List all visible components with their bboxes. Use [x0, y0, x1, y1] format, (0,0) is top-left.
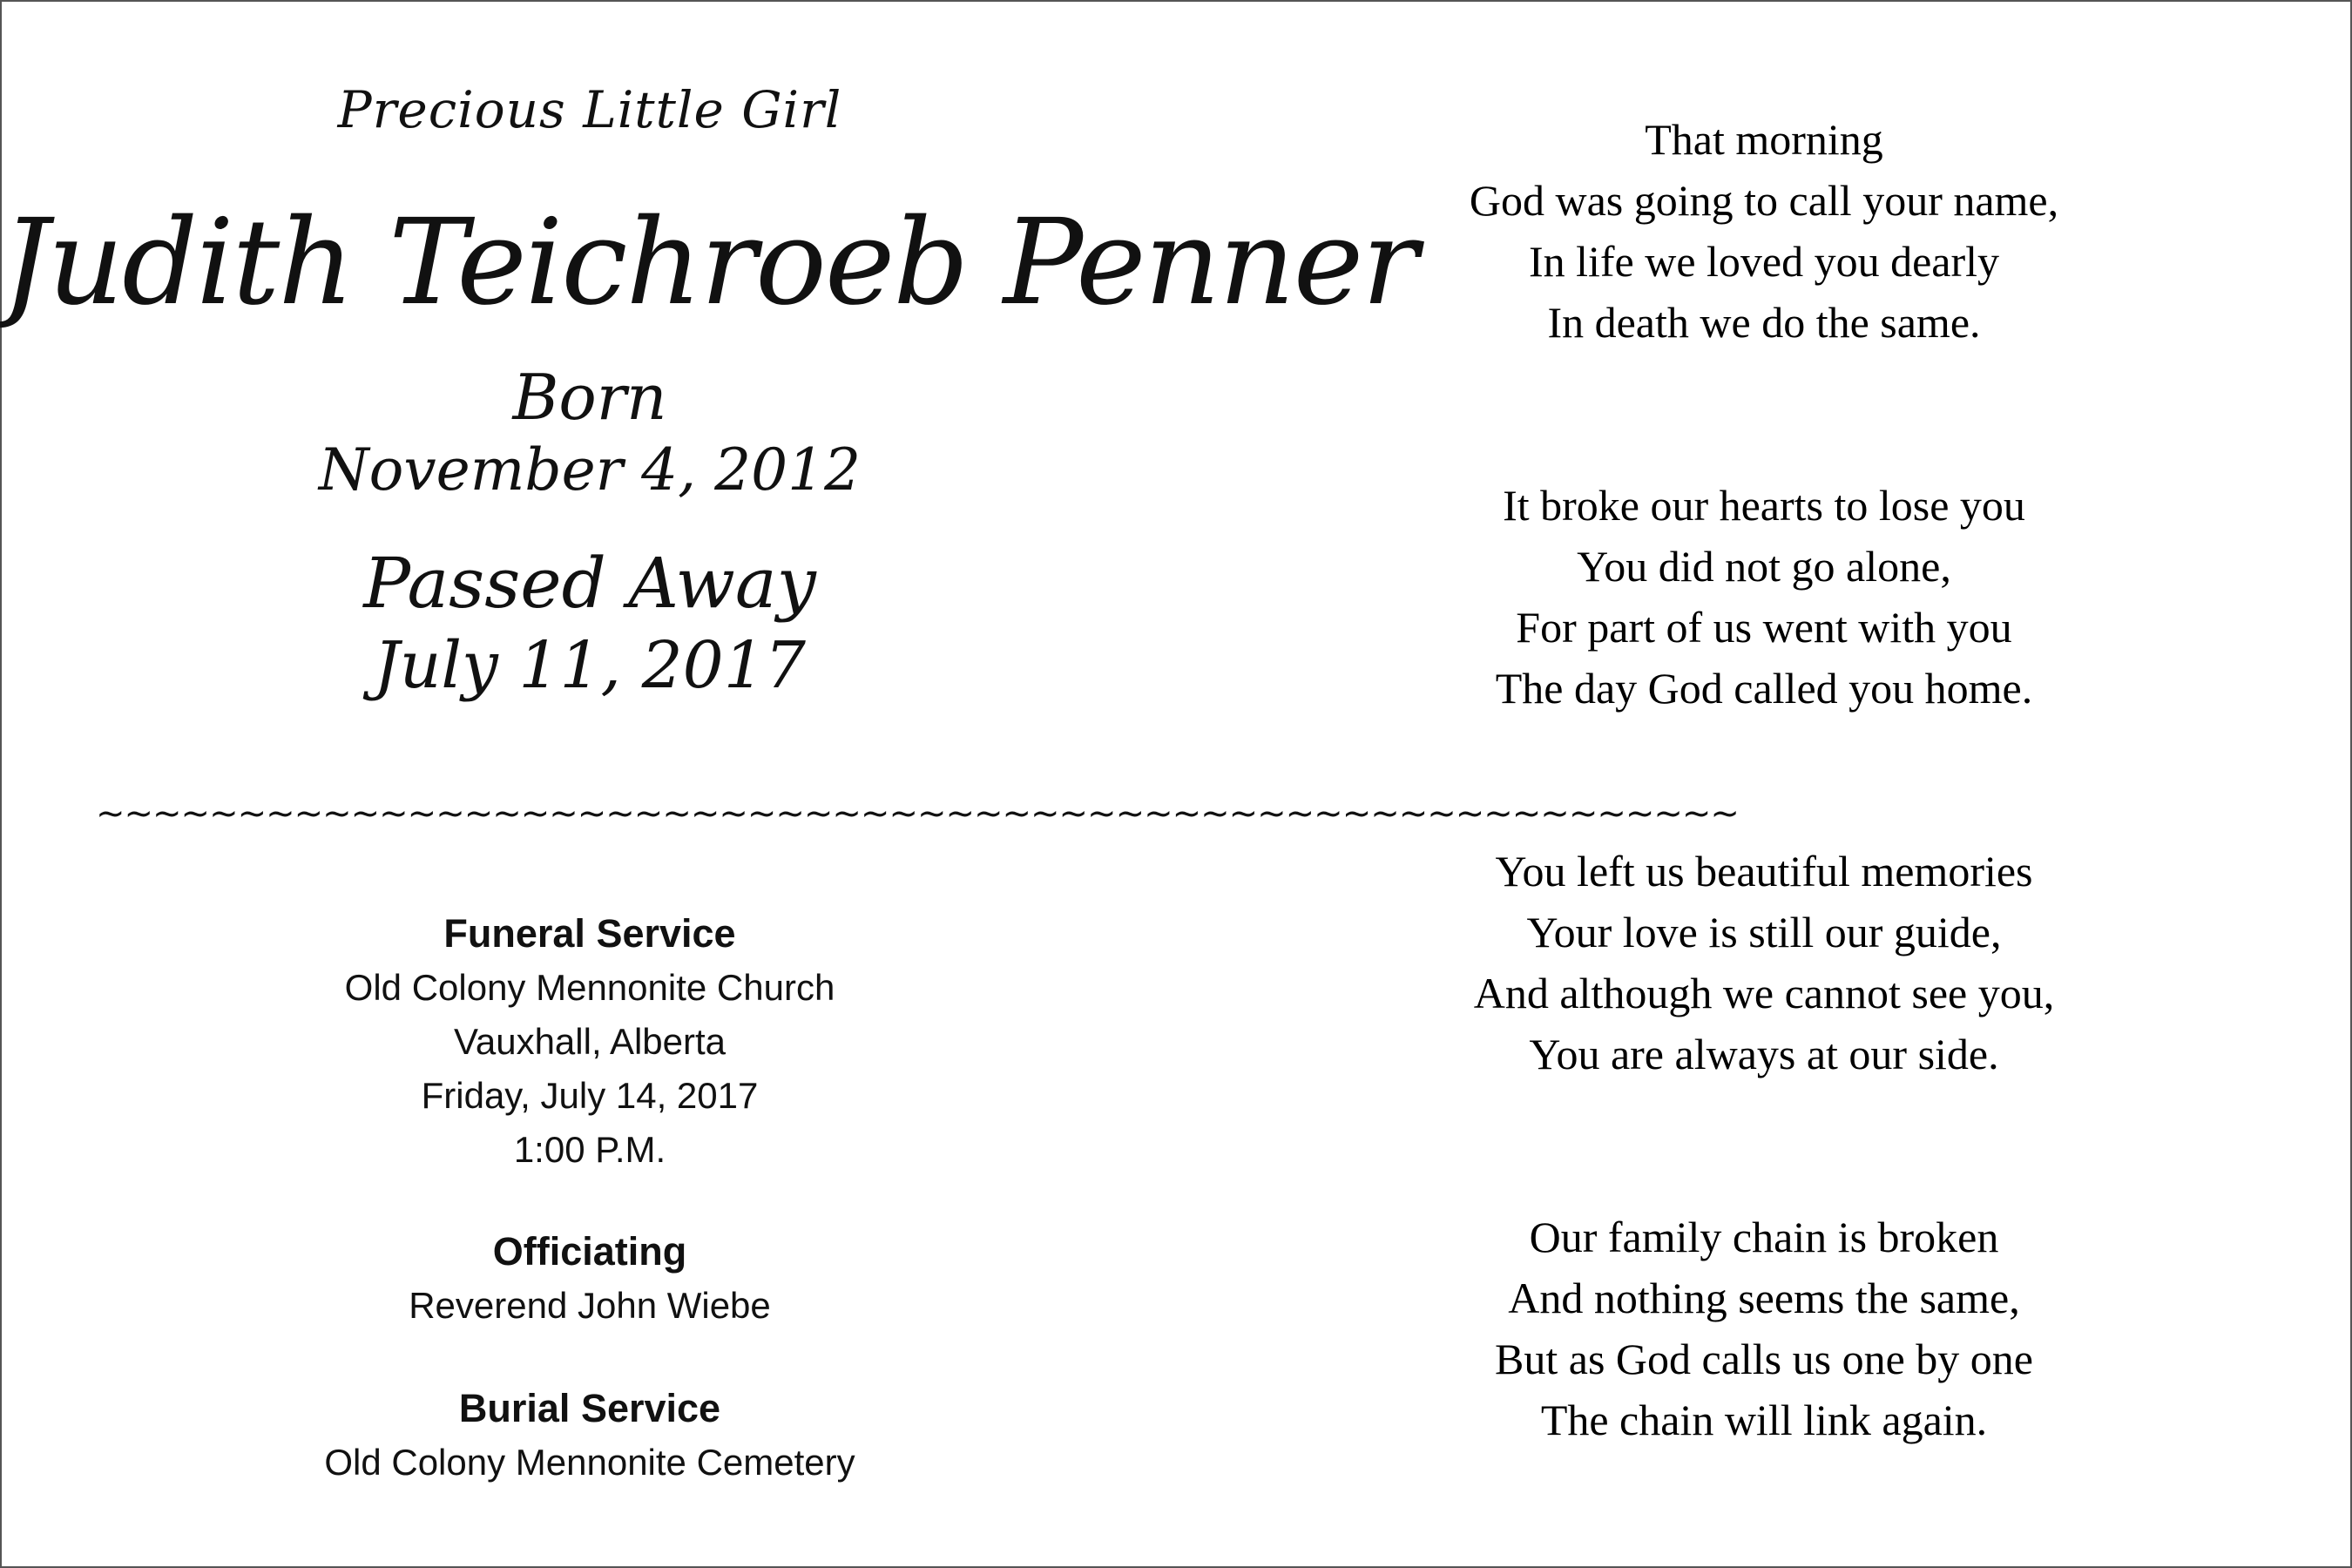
tilde-divider: ~~~~~~~~~~~~~~~~~~~~~~~~~~~~~~~~~~~~~~~~~~~~~~~~~~~~~~~~~~: [96, 794, 1739, 834]
poem-line: You left us beautiful memories: [1495, 847, 2033, 896]
subtitle: Precious Little Girl: [337, 80, 842, 139]
poem-line: The chain will link again.: [1540, 1396, 1988, 1444]
poem-line: The day God called you home.: [1495, 664, 2033, 713]
funeral-date: Friday, July 14, 2017: [421, 1075, 759, 1116]
passed-away-label: Passed Away: [363, 543, 816, 624]
burial-location: Old Colony Mennonite Cemetery: [324, 1442, 855, 1483]
poem-stanza: [1178, 109, 2350, 353]
memorial-left-panel: [2, 2, 1739, 1566]
deceased-name: Judith Teichroeb Penner: [2, 194, 1417, 332]
poem-line: In death we do the same.: [1547, 298, 1981, 347]
burial-service-section: [2, 1382, 1178, 1490]
poem-line: Your love is still our guide,: [1526, 908, 2002, 956]
funeral-service-section: [2, 907, 1178, 1177]
poem-line: In life we loved you dearly: [1528, 237, 2000, 286]
poem-stanza: [1178, 841, 2350, 1085]
funeral-church: Old Colony Mennonite Church: [344, 967, 835, 1008]
poem-line: You are always at our side.: [1529, 1030, 1999, 1078]
funeral-service-heading: Funeral Service: [443, 911, 736, 956]
poem-line: It broke our hearts to lose you: [1503, 481, 2025, 530]
poem-line: God was going to call your name,: [1469, 176, 2059, 225]
poem-line: And although we cannot see you,: [1473, 969, 2055, 1017]
poem-line: That morning: [1645, 115, 1883, 164]
funeral-time: 1:00 P.M.: [513, 1129, 666, 1170]
officiating-section: [2, 1225, 1178, 1333]
poem-panel: [1178, 2, 2350, 1566]
poem-stanza: [1178, 475, 2350, 719]
poem-line: You did not go alone,: [1577, 542, 1951, 591]
poem-line: But as God calls us one by one: [1495, 1335, 2033, 1383]
poem-line: Our family chain is broken: [1529, 1213, 1999, 1261]
born-label: Born: [512, 361, 667, 434]
passed-away-date: July 11, 2017: [374, 628, 806, 703]
poem-stanza: [1178, 1206, 2350, 1450]
poem-line: And nothing seems the same,: [1508, 1274, 2020, 1322]
born-date: November 4, 2012: [318, 436, 862, 504]
officiating-heading: Officiating: [492, 1229, 687, 1274]
funeral-location: Vauxhall, Alberta: [453, 1021, 727, 1062]
officiant-name: Reverend John Wiebe: [409, 1285, 771, 1326]
burial-service-heading: Burial Service: [458, 1386, 721, 1430]
poem-line: For part of us went with you: [1516, 603, 2012, 652]
